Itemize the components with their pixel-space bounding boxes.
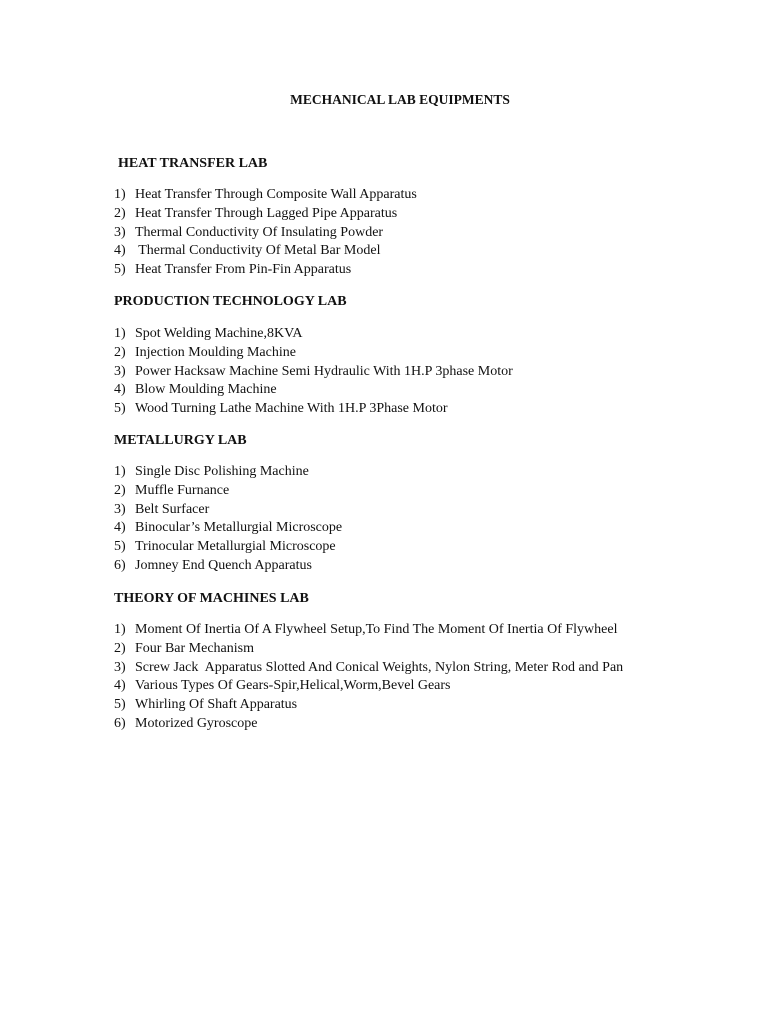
- section-heading-metallurgy: METALLURGY LAB: [114, 433, 247, 448]
- list-item: [114, 344, 513, 363]
- document-title: MECHANICAL LAB EQUIPMENTS: [290, 92, 510, 107]
- item-text: Jomney End Quench Apparatus: [135, 557, 312, 573]
- list-item: [114, 640, 623, 659]
- list-item: [114, 696, 623, 715]
- list-item: [114, 677, 623, 696]
- item-number: 3): [114, 224, 126, 240]
- list-item: [114, 363, 513, 382]
- list-item: [114, 715, 623, 734]
- item-number: 2): [114, 640, 126, 656]
- list-item: [114, 621, 623, 640]
- item-text: Power Hacksaw Machine Semi Hydraulic With 1H.P 3phase Motor: [135, 363, 513, 379]
- list-item: [114, 224, 417, 243]
- item-number: 2): [114, 482, 126, 498]
- list-item: [114, 463, 342, 482]
- item-text: Blow Moulding Machine: [135, 382, 277, 398]
- list-item: [114, 205, 417, 224]
- item-number: 4): [114, 678, 126, 694]
- item-number: 5): [114, 262, 126, 278]
- item-text: Single Disc Polishing Machine: [135, 464, 309, 479]
- item-text: Four Bar Mechanism: [135, 640, 254, 656]
- list-item: [114, 501, 342, 520]
- list-item: [114, 400, 513, 419]
- list-item: [114, 261, 417, 280]
- production-technology-equipment-list: [114, 325, 513, 419]
- item-text: Thermal Conductivity Of Insulating Powder: [135, 224, 384, 240]
- item-number: 5): [114, 539, 126, 555]
- section-heading-heat-transfer: HEAT TRANSFER LAB: [118, 156, 268, 171]
- item-text: Belt Surfacer: [135, 501, 210, 517]
- item-number: 1): [114, 326, 126, 341]
- heat-transfer-equipment-list: [114, 186, 417, 280]
- list-item: [114, 242, 417, 261]
- item-text: Motorized Gyroscope: [135, 715, 258, 731]
- item-number: 6): [114, 557, 126, 573]
- item-number: 4): [114, 382, 126, 398]
- section-heading-production-technology: PRODUCTION TECHNOLOGY LAB: [114, 294, 347, 309]
- item-text: Muffle Furnance: [135, 482, 230, 498]
- list-item: [114, 519, 342, 538]
- list-item: [114, 381, 513, 400]
- item-text: Spot Welding Machine,8KVA: [135, 326, 303, 341]
- section-heading-theory-of-machines: THEORY OF MACHINES LAB: [114, 591, 309, 606]
- item-number: 5): [114, 697, 126, 713]
- item-number: 4): [114, 520, 126, 536]
- item-text: Heat Transfer From Pin-Fin Apparatus: [135, 262, 352, 278]
- item-text: Whirling Of Shaft Apparatus: [135, 697, 298, 713]
- item-text: Various Types Of Gears-Spir,Helical,Worm,Bevel Gears: [135, 678, 451, 694]
- list-item: [114, 186, 417, 205]
- item-number: 2): [114, 205, 126, 221]
- item-text: Moment Of Inertia Of A Flywheel Setup,To Find The Moment Of Inertia Of Flywheel: [135, 622, 618, 637]
- item-number: 1): [114, 464, 126, 479]
- item-number: 3): [114, 363, 126, 379]
- item-text: Heat Transfer Through Lagged Pipe Apparatus: [135, 205, 398, 221]
- list-item: [114, 325, 513, 344]
- list-item: [114, 538, 342, 557]
- item-text: Thermal Conductivity Of Metal Bar Model: [135, 243, 381, 259]
- list-item: [114, 659, 623, 678]
- item-number: 1): [114, 187, 126, 202]
- list-item: [114, 557, 342, 576]
- item-number: 3): [114, 501, 126, 517]
- item-number: 5): [114, 401, 126, 417]
- theory-of-machines-equipment-list: [114, 621, 623, 734]
- item-text: Injection Moulding Machine: [135, 344, 296, 360]
- item-number: 4): [114, 243, 126, 259]
- item-number: 2): [114, 344, 126, 360]
- item-text: Screw Jack Apparatus Slotted And Conical Weights, Nylon String, Meter Rod and Pan: [135, 659, 624, 675]
- metallurgy-equipment-list: [114, 463, 342, 576]
- item-number: 1): [114, 622, 126, 637]
- item-text: Binocular’s Metallurgial Microscope: [135, 520, 343, 536]
- item-number: 6): [114, 715, 126, 731]
- item-text: Trinocular Metallurgial Microscope: [135, 539, 336, 555]
- list-item: [114, 482, 342, 501]
- item-text: Heat Transfer Through Composite Wall Apparatus: [135, 187, 417, 202]
- item-text: Wood Turning Lathe Machine With 1H.P 3Phase Motor: [135, 401, 448, 417]
- item-number: 3): [114, 659, 126, 675]
